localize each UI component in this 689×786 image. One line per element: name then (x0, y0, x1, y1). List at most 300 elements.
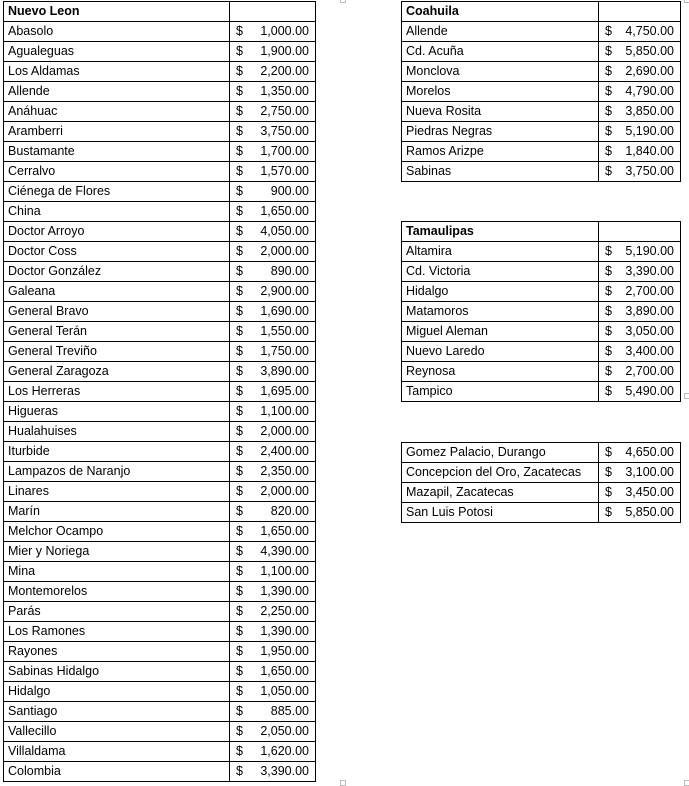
place-name-cell[interactable]: Higueras (4, 402, 230, 422)
place-name-cell[interactable]: Santiago (4, 702, 230, 722)
table-row (4, 142, 316, 162)
place-name-cell[interactable]: General Terán (4, 322, 230, 342)
price-amount: 2,200.00 (260, 64, 309, 78)
price-amount: 2,400.00 (260, 444, 309, 458)
price-amount: 3,100.00 (625, 465, 674, 479)
price-amount: 2,700.00 (625, 284, 674, 298)
currency-symbol: $ (236, 564, 243, 578)
table-row (4, 682, 316, 702)
price-amount: 1,750.00 (260, 344, 309, 358)
currency-symbol: $ (236, 384, 243, 398)
place-name-cell[interactable]: Miguel Aleman (402, 322, 599, 342)
price-amount: 1,650.00 (260, 664, 309, 678)
page-corner-marker (684, 0, 689, 3)
table-row (402, 322, 681, 342)
price-cell[interactable] (599, 102, 681, 122)
price-cell[interactable] (599, 322, 681, 342)
price-amount: 4,650.00 (625, 445, 674, 459)
place-name-cell[interactable]: Nuevo Laredo (402, 342, 599, 362)
table-row (4, 82, 316, 102)
price-cell[interactable] (230, 62, 316, 82)
currency-symbol: $ (236, 364, 243, 378)
price-amount: 1,700.00 (260, 144, 309, 158)
currency-symbol: $ (236, 684, 243, 698)
price-cell[interactable] (599, 42, 681, 62)
currency-symbol: $ (236, 64, 243, 78)
table-row (402, 262, 681, 282)
table-row (4, 362, 316, 382)
currency-symbol: $ (236, 584, 243, 598)
table-row (402, 282, 681, 302)
currency-symbol: $ (236, 644, 243, 658)
price-amount: 885.00 (270, 704, 309, 718)
price-amount: 3,390.00 (625, 264, 674, 278)
price-amount: 2,700.00 (625, 364, 674, 378)
header-empty-cell[interactable] (599, 2, 681, 22)
table-row (402, 42, 681, 62)
place-name-cell[interactable]: Abasolo (4, 22, 230, 42)
price-cell[interactable] (230, 142, 316, 162)
place-name-cell[interactable]: Cd. Victoria (402, 262, 599, 282)
table-row (4, 762, 316, 782)
place-name-cell[interactable]: Altamira (402, 242, 599, 262)
table-row (4, 222, 316, 242)
price-cell[interactable] (599, 62, 681, 82)
price-amount: 2,050.00 (260, 724, 309, 738)
currency-symbol: $ (605, 445, 612, 459)
table-row (402, 22, 681, 42)
table-header-row (402, 2, 681, 22)
header-empty-cell[interactable] (230, 2, 316, 22)
table-row (4, 122, 316, 142)
price-amount: 3,390.00 (260, 764, 309, 778)
currency-symbol: $ (605, 244, 612, 258)
price-amount: 890.00 (270, 264, 309, 278)
price-cell[interactable] (230, 562, 316, 582)
price-cell[interactable] (230, 442, 316, 462)
table-row (4, 202, 316, 222)
place-name-cell[interactable]: Morelos (402, 82, 599, 102)
price-cell[interactable] (230, 722, 316, 742)
table-row (4, 702, 316, 722)
price-cell[interactable] (230, 382, 316, 402)
price-amount: 2,250.00 (260, 604, 309, 618)
price-cell[interactable] (599, 282, 681, 302)
table-row (4, 22, 316, 42)
place-name-cell[interactable]: General Zaragoza (4, 362, 230, 382)
price-amount: 1,650.00 (260, 524, 309, 538)
price-amount: 3,450.00 (625, 485, 674, 499)
price-amount: 3,890.00 (625, 304, 674, 318)
place-name-cell[interactable]: Hidalgo (402, 282, 599, 302)
table-row (4, 282, 316, 302)
place-name-cell[interactable]: Agualeguas (4, 42, 230, 62)
table-row (402, 62, 681, 82)
place-name-cell[interactable]: Cd. Acuña (402, 42, 599, 62)
place-name-cell[interactable]: Hualahuises (4, 422, 230, 442)
currency-symbol: $ (236, 304, 243, 318)
price-cell[interactable] (599, 443, 681, 463)
currency-symbol: $ (236, 164, 243, 178)
price-amount: 5,850.00 (625, 505, 674, 519)
price-cell[interactable] (599, 242, 681, 262)
price-cell[interactable] (230, 42, 316, 62)
place-name-cell[interactable]: San Luis Potosi (402, 503, 599, 523)
price-cell[interactable] (230, 542, 316, 562)
price-cell[interactable] (599, 122, 681, 142)
table-row (4, 742, 316, 762)
price-cell[interactable] (230, 102, 316, 122)
place-name-cell[interactable]: General Treviño (4, 342, 230, 362)
currency-symbol: $ (236, 724, 243, 738)
table-row (4, 502, 316, 522)
price-cell[interactable] (230, 642, 316, 662)
price-amount: 1,390.00 (260, 624, 309, 638)
table-header-row (4, 2, 316, 22)
currency-symbol: $ (236, 704, 243, 718)
price-cell[interactable] (230, 402, 316, 422)
price-amount: 1,840.00 (625, 144, 674, 158)
table-row (4, 462, 316, 482)
currency-symbol: $ (605, 344, 612, 358)
place-name-cell[interactable]: Ciénega de Flores (4, 182, 230, 202)
price-amount: 4,050.00 (260, 224, 309, 238)
place-name-cell[interactable]: Vallecillo (4, 722, 230, 742)
price-amount: 3,750.00 (260, 124, 309, 138)
price-amount: 1,690.00 (260, 304, 309, 318)
currency-symbol: $ (236, 424, 243, 438)
table-row (402, 142, 681, 162)
price-cell[interactable] (230, 362, 316, 382)
price-amount: 2,690.00 (625, 64, 674, 78)
price-amount: 3,750.00 (625, 164, 674, 178)
currency-symbol: $ (605, 24, 612, 38)
page-corner-marker (684, 393, 689, 399)
price-cell[interactable] (599, 362, 681, 382)
place-name-cell[interactable]: Hidalgo (4, 682, 230, 702)
price-cell[interactable] (230, 222, 316, 242)
table-row (4, 602, 316, 622)
price-cell[interactable] (230, 182, 316, 202)
place-name-cell[interactable]: Linares (4, 482, 230, 502)
currency-symbol: $ (605, 144, 612, 158)
place-name-cell[interactable]: Monclova (402, 62, 599, 82)
currency-symbol: $ (236, 544, 243, 558)
currency-symbol: $ (605, 124, 612, 138)
price-cell[interactable] (599, 82, 681, 102)
price-cell[interactable] (230, 202, 316, 222)
page-corner-marker (340, 780, 346, 786)
price-cell[interactable] (599, 483, 681, 503)
price-amount: 3,050.00 (625, 324, 674, 338)
price-cell[interactable] (230, 122, 316, 142)
price-cell[interactable] (230, 582, 316, 602)
table-row (4, 242, 316, 262)
currency-symbol: $ (236, 504, 243, 518)
page-corner-marker (340, 0, 346, 3)
currency-symbol: $ (236, 104, 243, 118)
price-amount: 1,900.00 (260, 44, 309, 58)
page-corner-marker (684, 780, 689, 786)
table-row (402, 503, 681, 523)
price-cell[interactable] (230, 502, 316, 522)
place-name-cell[interactable]: Rayones (4, 642, 230, 662)
price-amount: 5,490.00 (625, 384, 674, 398)
currency-symbol: $ (236, 124, 243, 138)
currency-symbol: $ (605, 44, 612, 58)
currency-symbol: $ (605, 104, 612, 118)
currency-symbol: $ (605, 84, 612, 98)
table-row (4, 102, 316, 122)
header-empty-cell[interactable] (599, 222, 681, 242)
price-amount: 2,000.00 (260, 244, 309, 258)
currency-symbol: $ (605, 505, 612, 519)
table-row (4, 622, 316, 642)
currency-symbol: $ (236, 184, 243, 198)
currency-symbol: $ (236, 204, 243, 218)
price-amount: 820.00 (270, 504, 309, 518)
price-cell[interactable] (599, 162, 681, 182)
table-row (402, 362, 681, 382)
price-cell[interactable] (230, 622, 316, 642)
place-name-cell[interactable]: Los Herreras (4, 382, 230, 402)
price-amount: 2,350.00 (260, 464, 309, 478)
price-amount: 4,390.00 (260, 544, 309, 558)
place-name-cell[interactable]: Reynosa (402, 362, 599, 382)
currency-symbol: $ (236, 624, 243, 638)
price-amount: 1,000.00 (260, 24, 309, 38)
currency-symbol: $ (236, 664, 243, 678)
table-row (4, 402, 316, 422)
place-name-cell[interactable]: Sabinas Hidalgo (4, 662, 230, 682)
table-row (402, 443, 681, 463)
table-row (4, 482, 316, 502)
currency-symbol: $ (236, 144, 243, 158)
currency-symbol: $ (236, 764, 243, 778)
table-row (402, 122, 681, 142)
price-cell[interactable] (230, 422, 316, 442)
price-cell[interactable] (230, 22, 316, 42)
price-cell[interactable] (599, 382, 681, 402)
table-row (4, 662, 316, 682)
price-amount: 1,620.00 (260, 744, 309, 758)
currency-symbol: $ (236, 464, 243, 478)
currency-symbol: $ (605, 164, 612, 178)
table-row (4, 322, 316, 342)
currency-symbol: $ (605, 304, 612, 318)
currency-symbol: $ (236, 24, 243, 38)
price-cell[interactable] (599, 142, 681, 162)
currency-symbol: $ (236, 324, 243, 338)
place-name-cell[interactable]: Cerralvo (4, 162, 230, 182)
price-cell[interactable] (230, 302, 316, 322)
price-cell[interactable] (599, 302, 681, 322)
currency-symbol: $ (605, 264, 612, 278)
table-row (402, 302, 681, 322)
currency-symbol: $ (236, 84, 243, 98)
table-row (4, 522, 316, 542)
currency-symbol: $ (605, 465, 612, 479)
price-amount: 900.00 (270, 184, 309, 198)
table-row (402, 82, 681, 102)
currency-symbol: $ (236, 284, 243, 298)
table-row (4, 302, 316, 322)
price-cell[interactable] (230, 82, 316, 102)
place-name-cell[interactable]: Los Aldamas (4, 62, 230, 82)
tamaulipas-table (401, 221, 681, 402)
place-name-cell[interactable]: Allende (402, 22, 599, 42)
place-name-cell[interactable]: Bustamante (4, 142, 230, 162)
price-cell[interactable] (230, 602, 316, 622)
price-cell[interactable] (230, 482, 316, 502)
other-states-table (401, 442, 681, 523)
price-cell[interactable] (599, 262, 681, 282)
tamaulipas-title[interactable]: Tamaulipas (402, 222, 599, 242)
table-row (4, 442, 316, 462)
price-cell[interactable] (599, 342, 681, 362)
price-cell[interactable] (230, 522, 316, 542)
currency-symbol: $ (605, 324, 612, 338)
price-amount: 5,850.00 (625, 44, 674, 58)
price-cell[interactable] (230, 462, 316, 482)
price-amount: 2,000.00 (260, 424, 309, 438)
place-name-cell[interactable]: Allende (4, 82, 230, 102)
price-amount: 1,100.00 (260, 404, 309, 418)
price-cell[interactable] (599, 503, 681, 523)
place-name-cell[interactable]: Concepcion del Oro, Zacatecas (402, 463, 599, 483)
price-cell[interactable] (599, 22, 681, 42)
place-name-cell[interactable]: Sabinas (402, 162, 599, 182)
place-name-cell[interactable]: Anáhuac (4, 102, 230, 122)
price-cell[interactable] (599, 463, 681, 483)
price-amount: 4,750.00 (625, 24, 674, 38)
price-amount: 2,000.00 (260, 484, 309, 498)
place-name-cell[interactable]: Piedras Negras (402, 122, 599, 142)
price-amount: 5,190.00 (625, 244, 674, 258)
price-amount: 3,400.00 (625, 344, 674, 358)
price-amount: 1,050.00 (260, 684, 309, 698)
place-name-cell[interactable]: Gomez Palacio, Durango (402, 443, 599, 463)
place-name-cell[interactable]: Tampico (402, 382, 599, 402)
table-row (4, 382, 316, 402)
currency-symbol: $ (605, 485, 612, 499)
table-row (4, 262, 316, 282)
price-amount: 4,790.00 (625, 84, 674, 98)
currency-symbol: $ (236, 744, 243, 758)
place-name-cell[interactable]: Los Ramones (4, 622, 230, 642)
currency-symbol: $ (605, 384, 612, 398)
place-name-cell[interactable]: Marín (4, 502, 230, 522)
place-name-cell[interactable]: Doctor González (4, 262, 230, 282)
price-cell[interactable] (230, 342, 316, 362)
price-amount: 2,750.00 (260, 104, 309, 118)
place-name-cell[interactable]: China (4, 202, 230, 222)
price-amount: 1,390.00 (260, 584, 309, 598)
table-row (402, 483, 681, 503)
place-name-cell[interactable]: Parás (4, 602, 230, 622)
table-header-row (402, 222, 681, 242)
price-cell[interactable] (230, 162, 316, 182)
place-name-cell[interactable]: Villaldama (4, 742, 230, 762)
price-cell[interactable] (230, 682, 316, 702)
price-cell[interactable] (230, 762, 316, 782)
place-name-cell[interactable]: Melchor Ocampo (4, 522, 230, 542)
coahuila-title[interactable]: Coahuila (402, 2, 599, 22)
place-name-cell[interactable]: Lampazos de Naranjo (4, 462, 230, 482)
currency-symbol: $ (236, 224, 243, 238)
place-name-cell[interactable]: Nueva Rosita (402, 102, 599, 122)
currency-symbol: $ (236, 404, 243, 418)
place-name-cell[interactable]: Mazapil, Zacatecas (402, 483, 599, 503)
place-name-cell[interactable]: Doctor Coss (4, 242, 230, 262)
table-row (4, 182, 316, 202)
place-name-cell[interactable]: Aramberri (4, 122, 230, 142)
table-row (4, 642, 316, 662)
currency-symbol: $ (605, 284, 612, 298)
price-amount: 1,100.00 (260, 564, 309, 578)
place-name-cell[interactable]: Galeana (4, 282, 230, 302)
price-cell[interactable] (230, 702, 316, 722)
price-cell[interactable] (230, 242, 316, 262)
place-name-cell[interactable]: Montemorelos (4, 582, 230, 602)
price-cell[interactable] (230, 262, 316, 282)
table-row (4, 422, 316, 442)
price-amount: 1,350.00 (260, 84, 309, 98)
price-amount: 3,850.00 (625, 104, 674, 118)
price-cell[interactable] (230, 662, 316, 682)
currency-symbol: $ (236, 444, 243, 458)
price-amount: 1,650.00 (260, 204, 309, 218)
currency-symbol: $ (605, 364, 612, 378)
currency-symbol: $ (236, 44, 243, 58)
price-cell[interactable] (230, 282, 316, 302)
price-cell[interactable] (230, 742, 316, 762)
currency-symbol: $ (236, 344, 243, 358)
place-name-cell[interactable]: General Bravo (4, 302, 230, 322)
currency-symbol: $ (236, 484, 243, 498)
table-row (402, 162, 681, 182)
coahuila-table (401, 1, 681, 182)
place-name-cell[interactable]: Mier y Noriega (4, 542, 230, 562)
table-row (402, 102, 681, 122)
price-amount: 5,190.00 (625, 124, 674, 138)
table-row (4, 342, 316, 362)
currency-symbol: $ (605, 64, 612, 78)
place-name-cell[interactable]: Colombia (4, 762, 230, 782)
price-amount: 1,550.00 (260, 324, 309, 338)
nuevo-leon-title[interactable]: Nuevo Leon (4, 2, 230, 22)
price-amount: 3,890.00 (260, 364, 309, 378)
price-amount: 1,950.00 (260, 644, 309, 658)
table-row (4, 162, 316, 182)
table-row (4, 722, 316, 742)
place-name-cell[interactable]: Doctor Arroyo (4, 222, 230, 242)
table-row (402, 342, 681, 362)
price-amount: 1,570.00 (260, 164, 309, 178)
place-name-cell[interactable]: Matamoros (402, 302, 599, 322)
table-row (402, 382, 681, 402)
currency-symbol: $ (236, 524, 243, 538)
currency-symbol: $ (236, 244, 243, 258)
place-name-cell[interactable]: Mina (4, 562, 230, 582)
price-amount: 2,900.00 (260, 284, 309, 298)
place-name-cell[interactable]: Iturbide (4, 442, 230, 462)
table-row (4, 562, 316, 582)
currency-symbol: $ (236, 604, 243, 618)
place-name-cell[interactable]: Ramos Arizpe (402, 142, 599, 162)
price-cell[interactable] (230, 322, 316, 342)
table-row (402, 463, 681, 483)
